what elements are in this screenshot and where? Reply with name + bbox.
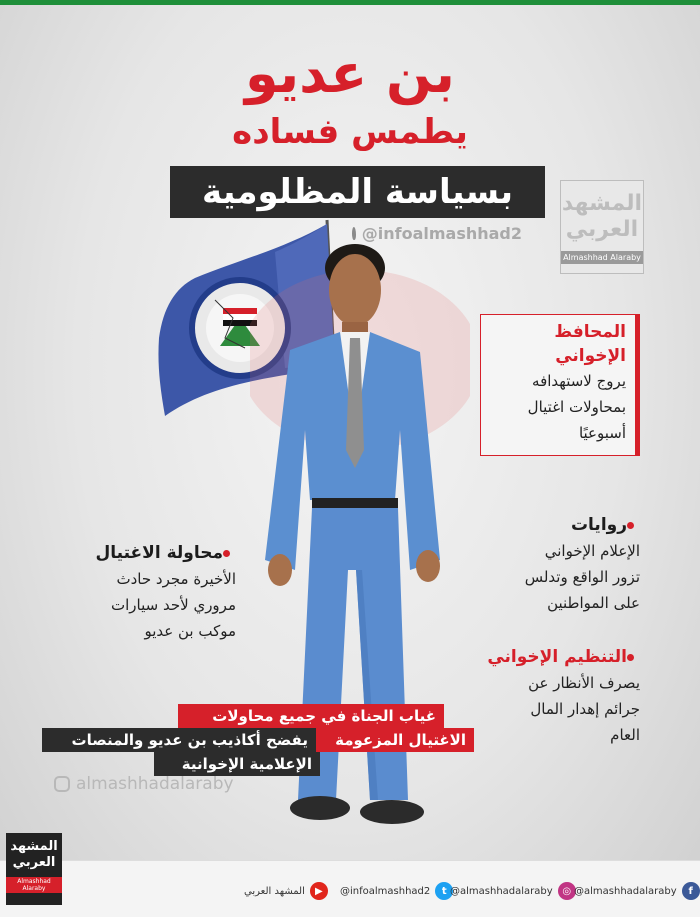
bullet-dot [223, 550, 230, 557]
bullet-dot [627, 522, 634, 529]
watermark-logo-ar: المشهد العربي [561, 191, 643, 242]
footer-logo-ar: المشهد العربي [10, 839, 58, 870]
governor-line-3: أسبوعيًا [578, 424, 626, 442]
section-line: يصرف الأنظار عن [528, 674, 640, 692]
section-narratives [470, 512, 640, 616]
governor-line-1: يروج لاستهدافه [532, 372, 626, 390]
governor-heading-1: المحافظ [554, 322, 626, 342]
instagram-watermark [54, 772, 294, 796]
instagram-watermark-text: almashhadalaraby [76, 774, 234, 794]
instagram-icon: ◎ [558, 882, 576, 900]
banner-line-1: غياب الجناة في جميع محاولات [178, 704, 444, 728]
section-organization [470, 644, 640, 748]
section-heading: محاولة الاغتيال [95, 543, 223, 563]
twitter-icon: t [435, 882, 453, 900]
section-line: الإعلام الإخواني [544, 542, 640, 560]
section-line: العام [610, 726, 640, 744]
section-line: على المواطنين [547, 594, 640, 612]
footer-facebook-label: @almashhadalaraby [574, 885, 677, 897]
section-heading: روايات [570, 515, 627, 535]
footer-bar [0, 839, 700, 917]
footer-instagram-label: @almashhadalaraby [450, 885, 553, 897]
section-line: مروري لأحد سيارات [111, 596, 236, 614]
governor-heading-2: الإخواني [555, 346, 626, 366]
footer-instagram[interactable] [450, 881, 576, 901]
governor-info-box [480, 314, 640, 456]
watermark-logo [560, 180, 644, 274]
section-line: موكب بن عديو [144, 622, 236, 640]
footer-logo [6, 833, 62, 905]
footer-twitter[interactable] [340, 881, 453, 901]
youtube-icon: ▶ [310, 882, 328, 900]
banner-line-3: الإعلامية الإخوانية [154, 752, 320, 776]
twitter-icon [352, 227, 356, 240]
title-line2: يطمس فساده [232, 112, 468, 152]
twitter-handle-text: @infoalmashhad2 [361, 223, 522, 243]
bullet-dot [627, 654, 634, 661]
facebook-icon: f [682, 882, 700, 900]
section-line: تزور الواقع وتدلس [524, 568, 640, 586]
section-line: الأخيرة مجرد حادث [116, 570, 236, 588]
top-green-bar [0, 0, 700, 5]
footer-logo-en: Almashhad Alaraby [6, 877, 62, 893]
instagram-icon [54, 776, 70, 792]
section-heading: التنظيم الإخواني [487, 647, 627, 667]
section-assassination-attempt [66, 540, 236, 644]
section-line: جرائم إهدار المال [530, 700, 640, 718]
footer-facebook[interactable] [574, 881, 700, 901]
title-line1: بن عديو [245, 42, 455, 105]
title-line3: بسياسة المظلومية [170, 166, 545, 218]
footer-twitter-label: @infoalmashhad2 [340, 885, 431, 897]
footer-youtube[interactable] [244, 881, 328, 901]
banner-line-2-red: الاغتيال المزعومة [316, 728, 474, 752]
governor-line-2: بمحاولات اغتيال [527, 398, 626, 416]
footer-youtube-label: المشهد العربي [244, 885, 305, 897]
banner-line-2-dark: يفضح أكاذيب بن عديو والمنصات [42, 728, 316, 752]
watermark-logo-en: Almashhad Alaraby [561, 251, 643, 264]
